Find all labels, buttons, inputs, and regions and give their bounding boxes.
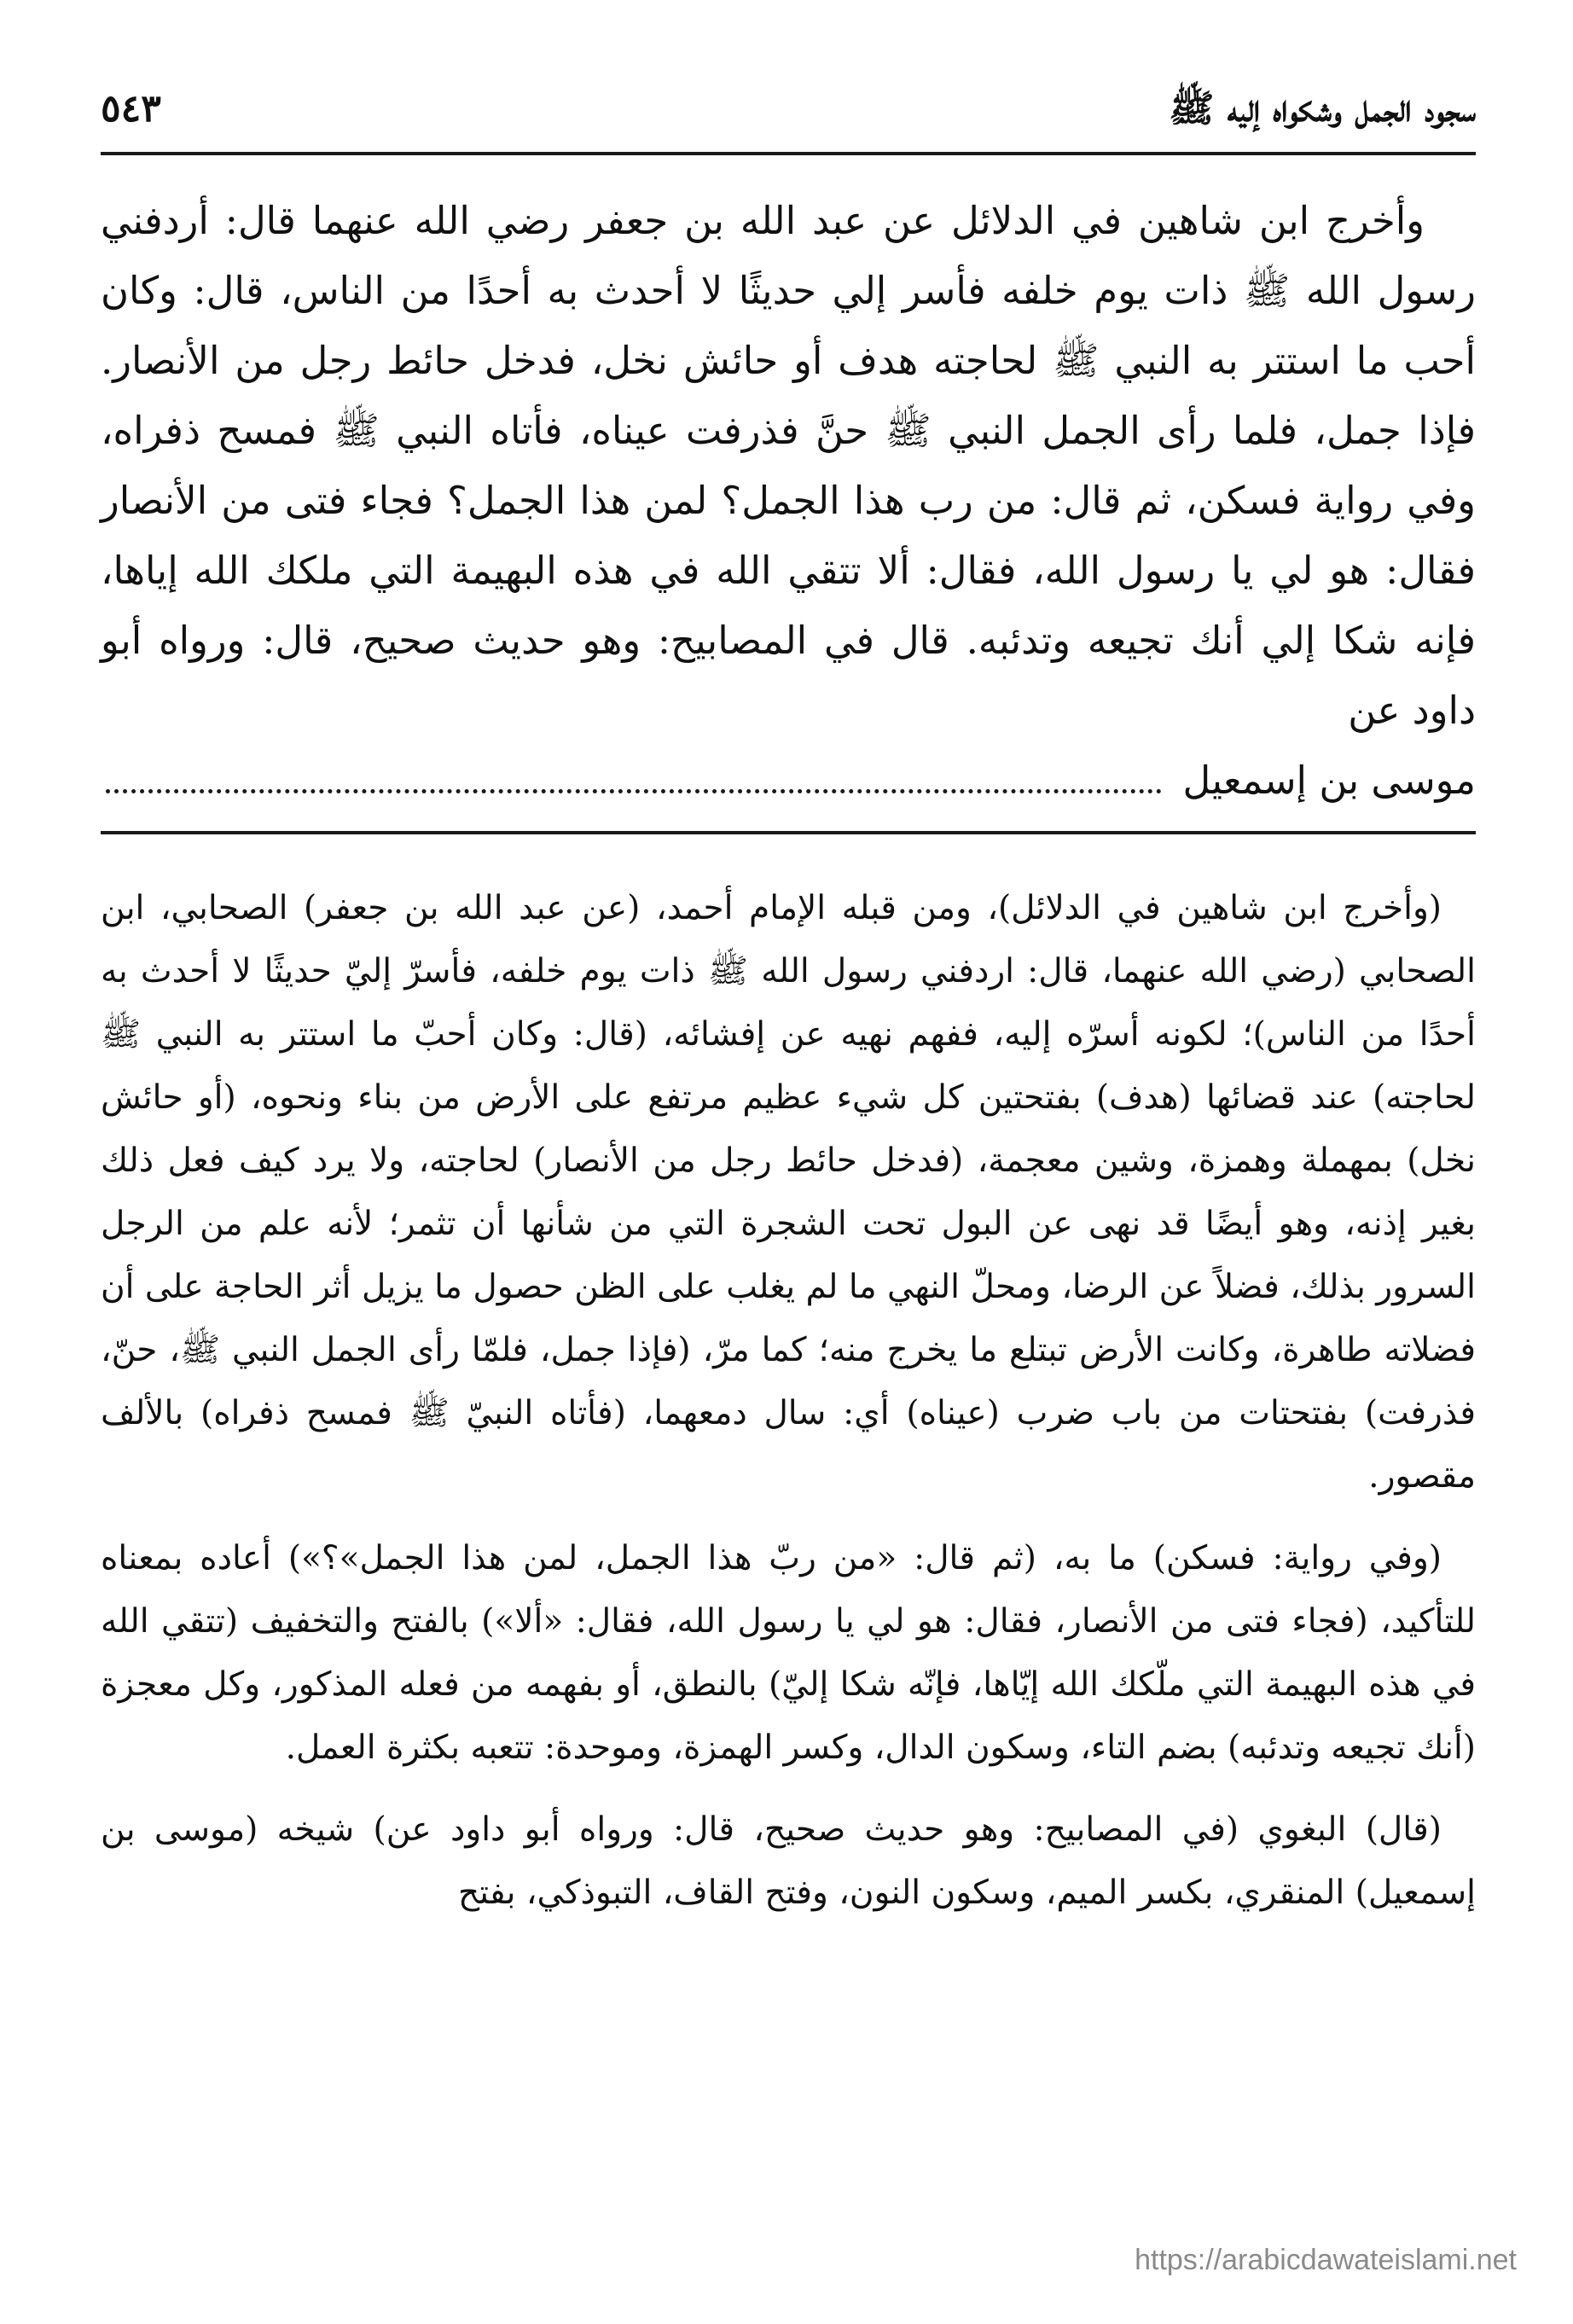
continuation-dots — [106, 765, 1162, 793]
page-number: ٥٤٣ — [101, 87, 161, 131]
commentary-paragraph-1: (وأخرج ابن شاهين في الدلائل)، ومن قبله الإمام أحمد، (عن عبد الله بن جعفر) الصحابي، ابن الصحابي (رضي الله عنهما، قال: اردفني رسول الله ﷺ ذات يوم خلفه، فأسرّ إليّ حديثًا لا أحدث به أحدًا من الناس)؛ لكونه أسرّه إليه، ففهم نهيه عن إفشائه، (قال: وكان أحبّ ما استتر به النبي ﷺ لحاجته) عند قضائها (هدف) بفتحتين كل شيء عظيم مرتفع على الأرض من بناء ونحوه، (أو حائش نخل) بمهملة وهمزة، وشين معجمة، (فدخل حائط رجل من الأنصار) لحاجته، ولا يرد كيف فعل ذلك بغير إذنه، وهو أيضًا قد نهى عن البول تحت الشجرة التي من شأنها أن تثمر؛ لأنه علم من الرجل السرور بذلك، فضلاً عن الرضا، ومحلّ النهي ما لم يغلب على الظن حصول ما يزيل أثر الحاجة على أن فضلاته طاهرة، وكانت الأرض تبتلع ما يخرج منه؛ كما مرّ، (فإذا جمل، فلمّا رأى الجمل النبي ﷺ، حنّ، فذرفت) بفتحتات من باب ضرب (عيناه) أي: سال دمعهما، (فأتاه النبيّ ﷺ فمسح ذفراه) بالألف مقصور. — [101, 889, 1476, 1496]
commentary-block — [101, 877, 1476, 1925]
running-title: سجود الجمل وشكواه إليه ﷺ — [1169, 87, 1476, 131]
main-last-line-text: موسى بن إسمعيل — [1182, 758, 1476, 803]
commentary-paragraph-2: (وفي رواية: فسكن) ما به، (ثم قال: «من ربّ هذا الجمل، لمن هذا الجمل»؟») أعاده بمعناه للتأكيد، (فجاء فتى من الأنصار، فقال: هو لي يا رسول الله، فقال: «ألا») بالفتح والتخفيف (تتقي الله في هذه البهيمة التي ملّكك الله إيّاها، فإنّه شكا إليّ) بالنطق، أو بفهمه من فعله المذكور، وكل معجزة (أنك تجيعه وتدئبه) بضم التاء، وسكون الدال، وكسر الهمزة، وموحدة: تتعبه بكثرة العمل. — [101, 1539, 1476, 1767]
main-paragraph: وأخرج ابن شاهين في الدلائل عن عبد الله بن جعفر رضي الله عنهما قال: أردفني رسول الله ﷺ ذات يوم خلفه فأسر إلي حديثًا لا أحدث به أحدًا من الناس، قال: وكان أحب ما استتر به النبي ﷺ لحاجته هدف أو حائش نخل، فدخل حائط رجل من الأنصار. فإذا جمل، فلما رأى الجمل النبي ﷺ حنَّ فذرفت عيناه، فأتاه النبي ﷺ فمسح ذفراه، وفي رواية فسكن، ثم قال: من رب هذا الجمل؟ لمن هذا الجمل؟ فجاء فتى من الأنصار فقال: هو لي يا رسول الله، فقال: ألا تتقي الله في هذه البهيمة التي ملكك الله إياها، فإنه شكا إلي أنك تجيعه وتدئبه. قال في المصابيح: وهو حديث صحيح، قال: ورواه أبو داود عن — [101, 198, 1476, 733]
document-page — [101, 85, 1476, 1943]
watermark-url: https://arabicdawateislami.net — [1135, 2244, 1517, 2276]
commentary-paragraph-3: (قال) البغوي (في المصابيح: وهو حديث صحيح، قال: ورواه أبو داود عن) شيخه (موسى بن إسمعيل) المنقري، بكسر الميم، وسكون النون، وفتح القاف، التبوذكي، بفتح — [101, 1810, 1476, 1912]
page-header — [101, 85, 1476, 147]
header-rule — [101, 152, 1476, 155]
main-text-block — [101, 186, 1476, 746]
footnote-separator — [101, 831, 1476, 834]
main-last-line — [101, 746, 1476, 816]
